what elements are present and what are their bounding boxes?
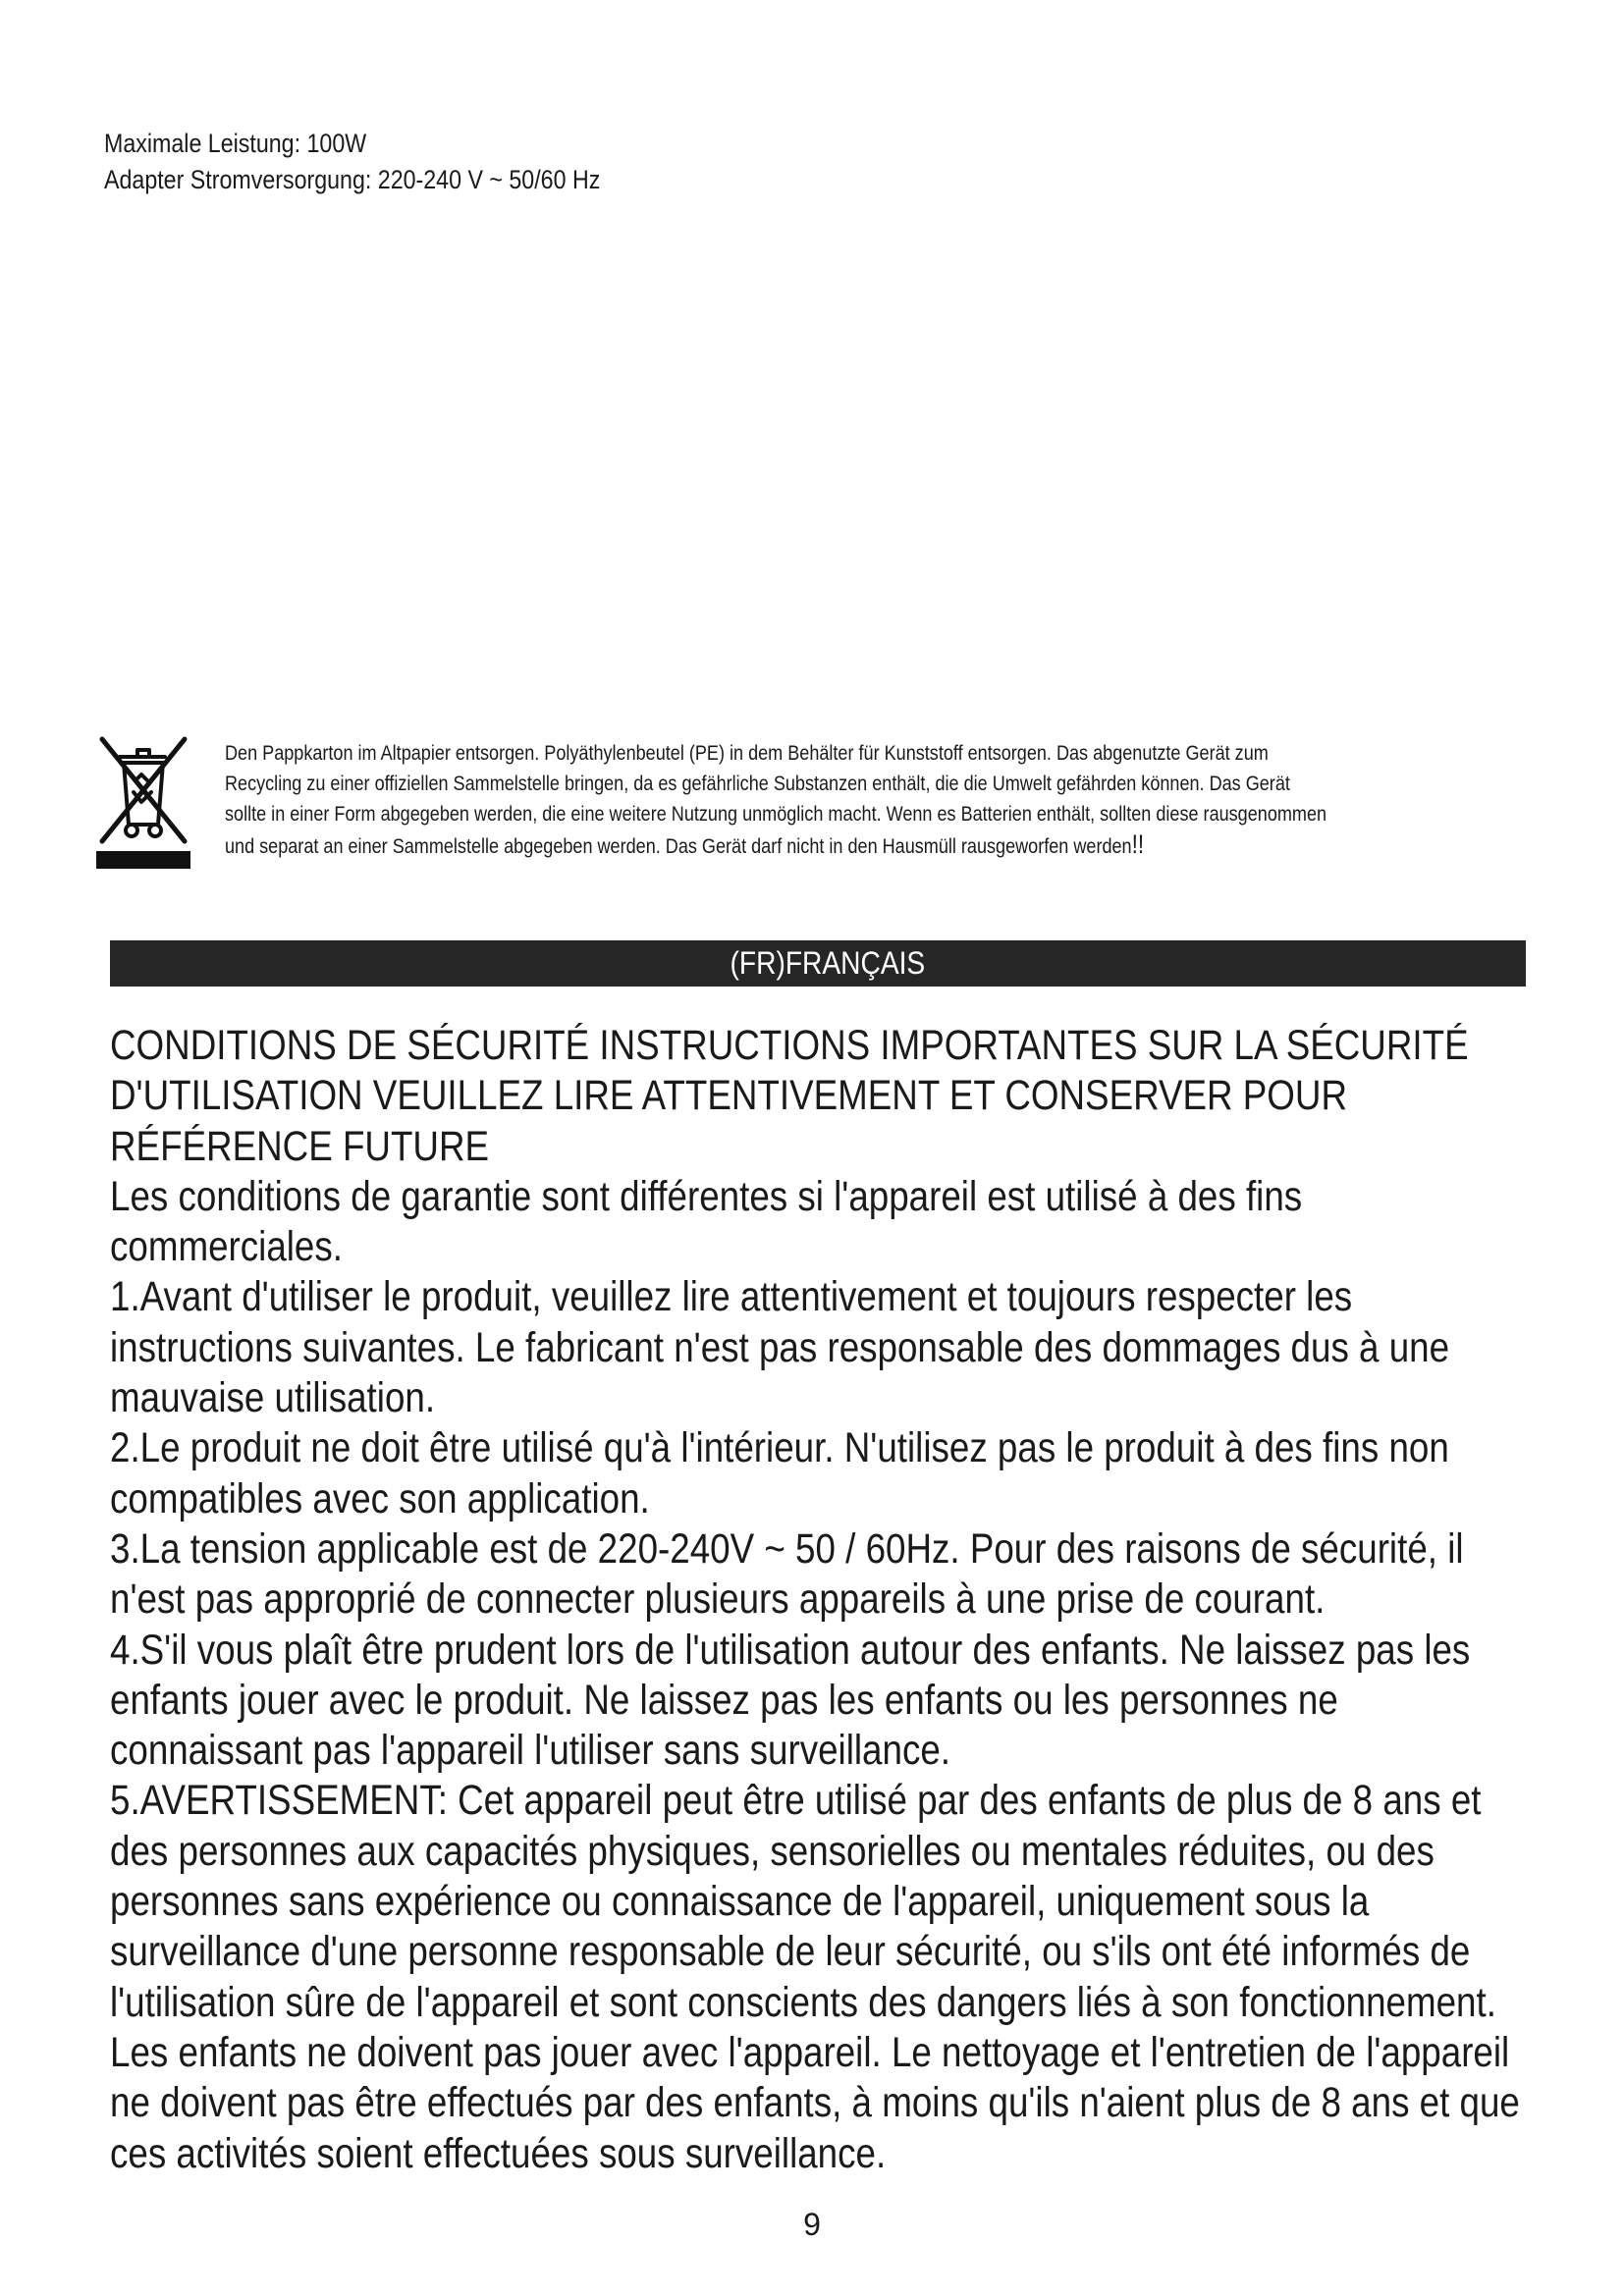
- disposal-line: und separat an einer Sammelstelle abgegeben werden. Das Gerät darf nicht in den Hausmüll rausgeworfen werden: [225, 834, 1132, 858]
- safety-heading-line: D'UTILISATION VEUILLEZ LIRE ATTENTIVEMENT ET CONSERVER POUR: [110, 1072, 1348, 1120]
- max-power-line: Maximale Leistung: 100W: [104, 129, 367, 158]
- body-line: connaissant pas l'appareil l'utiliser sans surveillance.: [110, 1727, 951, 1775]
- language-section-header: [110, 940, 1526, 987]
- safety-heading-line: RÉFÉRENCE FUTURE: [110, 1122, 490, 1170]
- page-number: 9: [803, 2207, 821, 2242]
- disposal-line: sollte in einer Form abgegeben werden, die eine weitere Nutzung unmöglich macht. Wenn es Batterien enthält, sollten diese rausgenommen: [225, 802, 1327, 826]
- disposal-line: Recycling zu einer offiziellen Sammelstelle bringen, da es gefährliche Substanzen enthält, die die Umwelt gefährden können. Das Gerät: [225, 772, 1290, 795]
- body-line: compatibles avec son application.: [110, 1474, 650, 1522]
- body-line: des personnes aux capacités physiques, sensorielles ou mentales réduites, ou des: [110, 1827, 1435, 1875]
- body-line: l'utilisation sûre de l'appareil et sont conscients des dangers liés à son fonctionnement.: [110, 1978, 1496, 2026]
- disposal-line: Den Pappkarton im Altpapier entsorgen. Polyäthylenbeutel (PE) in dem Behälter für Kunststoff entsorgen. Das abgenutzte Gerät zum: [225, 741, 1269, 765]
- disposal-notice: [225, 738, 1346, 862]
- body-line: enfants jouer avec le produit. Ne laissez pas les enfants ou les personnes ne: [110, 1676, 1338, 1724]
- language-label: (FR)FRANÇAIS: [730, 945, 926, 981]
- disposal-line-last: [225, 829, 1346, 862]
- body-line: commerciales.: [110, 1223, 343, 1271]
- body-line: surveillance d'une personne responsable de leur sécurité, ou s'ils ont été informés de: [110, 1928, 1471, 1976]
- crossed-out-wheelie-bin-icon: [94, 731, 192, 874]
- body-line: Les conditions de garantie sont différentes si l'appareil est utilisé à des fins: [110, 1172, 1303, 1220]
- body-line: 1.Avant d'utiliser le produit, veuillez lire attentivement et toujours respecter les: [110, 1273, 1353, 1321]
- body-line: instructions suivantes. Le fabricant n'est pas responsable des dommages dus à une: [110, 1323, 1450, 1371]
- body-line: n'est pas approprié de connecter plusieurs appareils à une prise de courant.: [110, 1575, 1326, 1624]
- french-safety-instructions: [110, 1021, 1538, 2179]
- body-line: ne doivent pas être effectués par des enfants, à moins qu'ils n'aient plus de 8 ans et que: [110, 2079, 1520, 2127]
- disposal-emphasis: !!: [1131, 829, 1145, 859]
- body-line: 2.Le produit ne doit être utilisé qu'à l'intérieur. N'utilisez pas le produit à des fins non: [110, 1424, 1449, 1472]
- body-line: 4.S'il vous plaît être prudent lors de l'utilisation autour des enfants. Ne laissez pas les: [110, 1626, 1471, 1674]
- specifications-block: [104, 126, 600, 198]
- body-line: ces activités soient effectuées sous surveillance.: [110, 2129, 887, 2177]
- body-line: personnes sans expérience ou connaissance de l'appareil, uniquement sous la: [110, 1878, 1370, 1926]
- body-line: 5.AVERTISSEMENT: Cet appareil peut être utilisé par des enfants de plus de 8 ans et: [110, 1777, 1482, 1825]
- safety-heading-line: CONDITIONS DE SÉCURITÉ INSTRUCTIONS IMPORTANTES SUR LA SÉCURITÉ: [110, 1022, 1469, 1069]
- body-line: mauvaise utilisation.: [110, 1374, 436, 1422]
- body-line: 3.La tension applicable est de 220-240V ~ 50 / 60Hz. Pour des raisons de sécurité, il: [110, 1524, 1464, 1573]
- power-supply-line: Adapter Stromversorgung: 220-240 V ~ 50/60 Hz: [104, 165, 601, 194]
- body-line: Les enfants ne doivent pas jouer avec l'appareil. Le nettoyage et l'entretien de l'appareil: [110, 2028, 1510, 2076]
